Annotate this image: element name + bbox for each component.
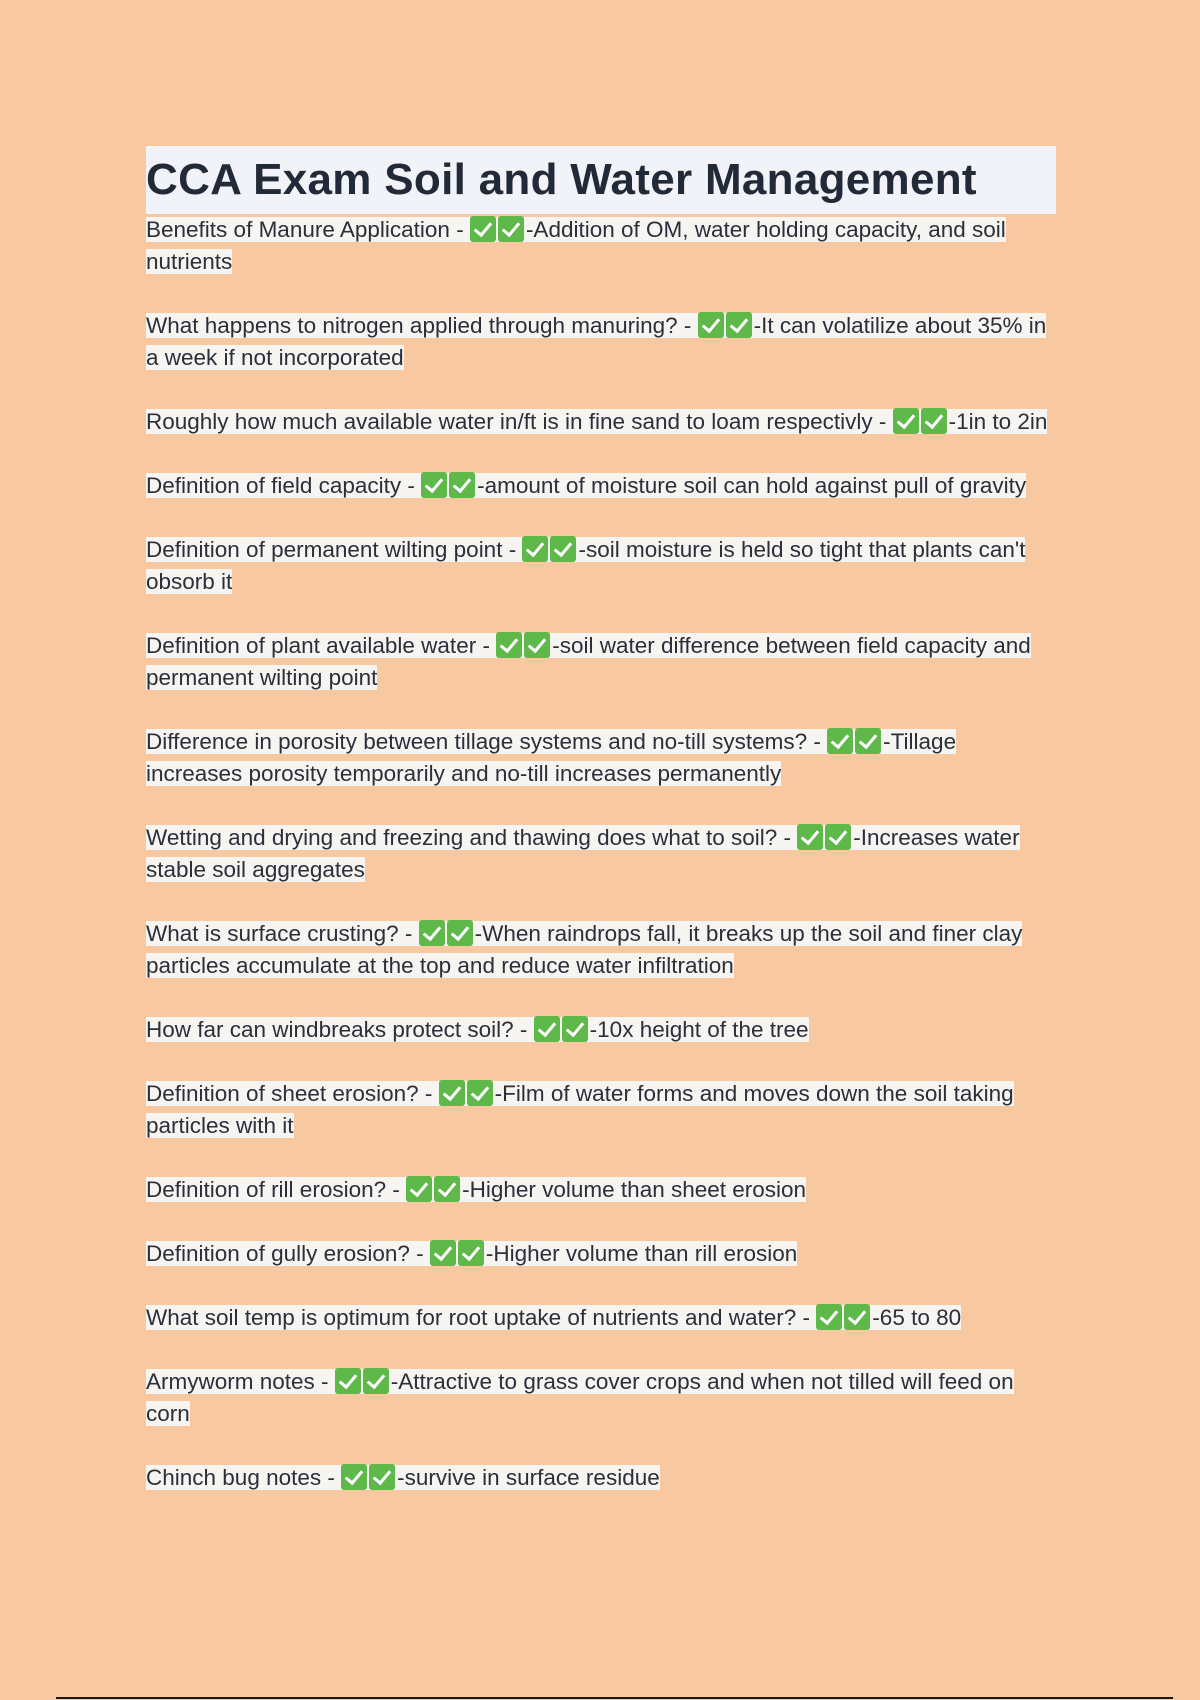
check-mark-icon — [449, 472, 475, 498]
question-text: Definition of gully erosion? - — [146, 1241, 430, 1266]
qa-item — [146, 214, 1056, 278]
answer-text: -Attractive to grass cover crops and when not tilled will feed on corn — [146, 1369, 1014, 1426]
question-text: What soil temp is optimum for root uptake of nutrients and water? - — [146, 1305, 817, 1330]
answer-text: -When raindrops fall, it breaks up the soil and finer clay particles accumulate at the top and reduce water infiltration — [146, 921, 1023, 978]
check-mark-icon — [496, 632, 522, 658]
answer-marker — [439, 1081, 495, 1106]
check-mark-icon — [524, 632, 550, 658]
check-mark-icon — [406, 1176, 432, 1202]
answer-marker — [698, 313, 754, 338]
qa-item — [146, 534, 1056, 598]
qa-text — [146, 1465, 660, 1490]
answer-text: -Higher volume than rill erosion — [485, 1241, 798, 1266]
qa-item — [146, 310, 1056, 374]
qa-text — [146, 537, 1025, 594]
answer-marker — [797, 825, 853, 850]
check-mark-icon — [797, 824, 823, 850]
qa-item — [146, 918, 1056, 982]
qa-text — [146, 1369, 1014, 1426]
check-mark-icon — [550, 536, 576, 562]
answer-marker — [406, 1177, 462, 1202]
qa-item — [146, 1238, 1056, 1270]
qa-text — [146, 1177, 806, 1202]
answer-marker — [496, 633, 552, 658]
check-mark-icon — [467, 1080, 493, 1106]
question-text: What happens to nitrogen applied through manuring? - — [146, 313, 698, 338]
check-mark-icon — [534, 1016, 560, 1042]
document-page — [146, 146, 1056, 1526]
check-mark-icon — [844, 1304, 870, 1330]
qa-item — [146, 726, 1056, 790]
check-mark-icon — [855, 728, 881, 754]
question-text: Chinch bug notes - — [146, 1465, 342, 1490]
answer-marker — [816, 1305, 872, 1330]
question-text: Roughly how much available water in/ft is in fine sand to loam respectivly - — [146, 409, 893, 434]
answer-marker — [522, 537, 578, 562]
check-mark-icon — [825, 824, 851, 850]
qa-text — [146, 473, 1026, 498]
qa-text — [146, 217, 1006, 274]
question-text: Armyworm notes - — [146, 1369, 335, 1394]
qa-item — [146, 822, 1056, 886]
question-text: Difference in porosity between tillage systems and no-till systems? - — [146, 729, 828, 754]
check-mark-icon — [698, 312, 724, 338]
answer-marker — [827, 729, 883, 754]
qa-item — [146, 630, 1056, 694]
answer-text: -65 to 80 — [872, 1305, 962, 1330]
qa-item — [146, 1014, 1056, 1046]
answer-text: -It can volatilize about 35% in a week if not incorporated — [146, 313, 1047, 370]
qa-item — [146, 1366, 1056, 1430]
answer-marker — [893, 409, 949, 434]
check-mark-icon — [827, 728, 853, 754]
check-mark-icon — [893, 408, 919, 434]
answer-marker — [430, 1241, 486, 1266]
answer-marker — [470, 217, 526, 242]
qa-text — [146, 1241, 797, 1266]
check-mark-icon — [363, 1368, 389, 1394]
check-mark-icon — [369, 1464, 395, 1490]
check-mark-icon — [434, 1176, 460, 1202]
answer-text: -Tillage increases porosity temporarily and no-till increases permanently — [146, 729, 957, 786]
answer-text: -Addition of OM, water holding capacity, and soil nutrients — [146, 217, 1006, 274]
check-mark-icon — [470, 216, 496, 242]
check-mark-icon — [522, 536, 548, 562]
qa-item — [146, 406, 1056, 438]
qa-text — [146, 1017, 809, 1042]
qa-list — [146, 214, 1056, 1494]
answer-text: -soil moisture is held so tight that plants can't obsorb it — [146, 537, 1026, 594]
check-mark-icon — [335, 1368, 361, 1394]
check-mark-icon — [447, 920, 473, 946]
page-bottom-rule — [56, 1697, 1173, 1699]
answer-marker — [534, 1017, 590, 1042]
qa-item — [146, 1174, 1056, 1206]
question-text: Definition of permanent wilting point - — [146, 537, 523, 562]
page-title: CCA Exam Soil and Water Management — [146, 155, 977, 204]
check-mark-icon — [726, 312, 752, 338]
qa-text — [146, 729, 956, 786]
qa-item — [146, 1462, 1056, 1494]
question-text: Wetting and drying and freezing and thawing does what to soil? - — [146, 825, 798, 850]
title-box — [146, 146, 1056, 214]
check-mark-icon — [341, 1464, 367, 1490]
question-text: Definition of sheet erosion? - — [146, 1081, 439, 1106]
qa-text — [146, 825, 1020, 882]
question-text: Definition of plant available water - — [146, 633, 497, 658]
qa-text — [146, 921, 1022, 978]
answer-text: -soil water difference between field capacity and permanent wilting point — [146, 633, 1031, 690]
answer-marker — [419, 921, 475, 946]
check-mark-icon — [816, 1304, 842, 1330]
answer-marker — [341, 1465, 397, 1490]
check-mark-icon — [419, 920, 445, 946]
question-text: Definition of rill erosion? - — [146, 1177, 407, 1202]
qa-text — [146, 409, 1047, 434]
check-mark-icon — [458, 1240, 484, 1266]
check-mark-icon — [421, 472, 447, 498]
question-text: What is surface crusting? - — [146, 921, 419, 946]
check-mark-icon — [439, 1080, 465, 1106]
qa-text — [146, 633, 1031, 690]
answer-marker — [335, 1369, 391, 1394]
qa-item — [146, 470, 1056, 502]
check-mark-icon — [430, 1240, 456, 1266]
question-text: Definition of field capacity - — [146, 473, 422, 498]
answer-text: -Higher volume than sheet erosion — [462, 1177, 807, 1202]
check-mark-icon — [498, 216, 524, 242]
qa-text — [146, 313, 1046, 370]
answer-marker — [421, 473, 477, 498]
qa-text — [146, 1081, 1014, 1138]
check-mark-icon — [921, 408, 947, 434]
answer-text: -Increases water stable soil aggregates — [146, 825, 1020, 882]
question-text: How far can windbreaks protect soil? - — [146, 1017, 534, 1042]
qa-item — [146, 1302, 1056, 1334]
check-mark-icon — [562, 1016, 588, 1042]
answer-text: -amount of moisture soil can hold against pull of gravity — [477, 473, 1027, 498]
answer-text: -10x height of the tree — [589, 1017, 809, 1042]
answer-text: -survive in surface residue — [397, 1465, 660, 1490]
qa-text — [146, 1305, 961, 1330]
qa-item — [146, 1078, 1056, 1142]
answer-text: -1in to 2in — [948, 409, 1048, 434]
answer-text: -Film of water forms and moves down the soil taking particles with it — [146, 1081, 1014, 1138]
question-text: Benefits of Manure Application - — [146, 217, 470, 242]
